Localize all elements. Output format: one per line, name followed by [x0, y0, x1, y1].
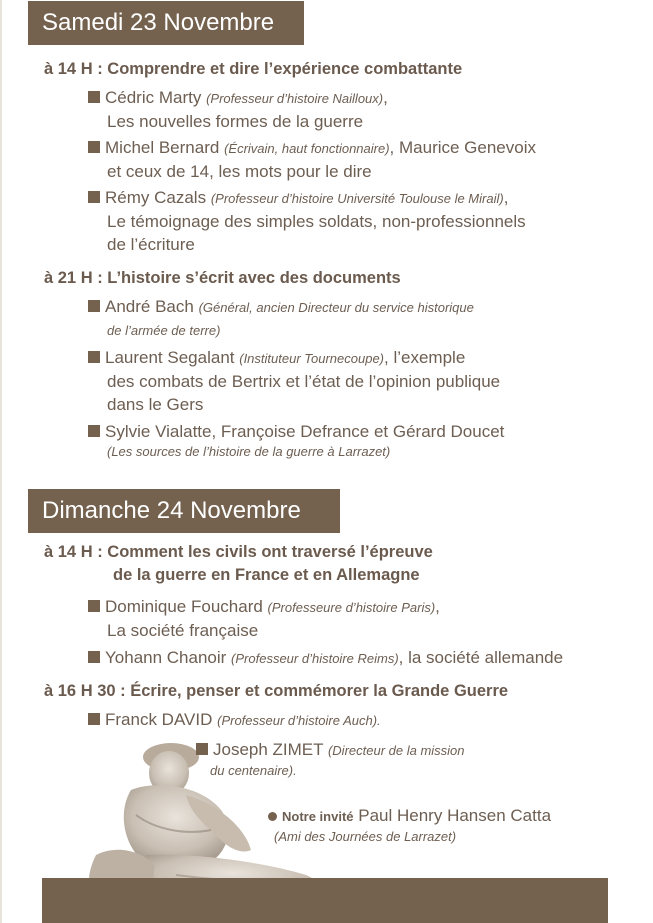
speaker-entry [88, 346, 500, 416]
speaker-name: Sylvie Vialatte, Françoise Defrance et Gérard Doucet [105, 422, 505, 441]
speaker-topic-line: dans le Gers [107, 395, 204, 414]
session-heading-line: de la guerre en France et en Allemagne [113, 566, 420, 584]
square-bullet-icon [88, 651, 100, 663]
speaker-entry [88, 86, 388, 133]
guest-label: Notre invité [282, 809, 354, 824]
speaker-entry [88, 136, 536, 183]
speaker-name: Laurent Segalant [105, 348, 235, 367]
speaker-topic: , la société allemande [398, 648, 564, 667]
speaker-topic-line: Le témoignage des simples soldats, non-professionnels [107, 212, 526, 231]
session-heading: à 16 H 30 : Écrire, penser et commémorer la Grande Guerre [44, 682, 509, 700]
speaker-entry [88, 186, 526, 256]
speaker-topic-line: des combats de Bertrix et l’état de l’opinion publique [107, 372, 501, 391]
speaker-name: Dominique Fouchard [105, 597, 263, 616]
speaker-role: (Général, ancien Directeur du service historique [198, 300, 474, 315]
square-bullet-icon [88, 191, 100, 203]
sunday-header [28, 489, 340, 533]
speaker-name: Joseph ZIMET [213, 740, 324, 759]
speaker-name: Yohann Chanoir [105, 648, 227, 667]
speaker-topic: , Maurice Genevoix [389, 138, 536, 157]
guest-entry [268, 804, 551, 846]
session-heading: à 14 H : Comment les civils ont traversé l’épreuve [44, 543, 433, 561]
speaker-role: (Professeur d’histoire Nailloux) [206, 91, 384, 106]
speaker-name: Cédric Marty [105, 88, 202, 107]
speaker-topic-line: Les nouvelles formes de la guerre [107, 112, 364, 131]
speaker-name: Michel Bernard [105, 138, 220, 157]
speaker-entry [88, 646, 563, 670]
guest-role: (Ami des Journées de Larrazet) [274, 829, 457, 844]
square-bullet-icon [196, 743, 208, 755]
saturday-title: Samedi 23 Novembre [42, 9, 275, 36]
speaker-role: (Professeur d’histoire Reims) [231, 651, 399, 666]
speaker-role: (Instituteur Tournecoupe) [239, 351, 385, 366]
speaker-entry [88, 595, 440, 642]
speaker-role: (Écrivain, haut fonctionnaire) [224, 141, 390, 156]
speaker-entry [88, 420, 504, 460]
square-bullet-icon [88, 351, 100, 363]
speaker-role: (Directeur de la mission [327, 743, 465, 758]
page-edge [0, 0, 2, 923]
square-bullet-icon [88, 91, 100, 103]
footer-bar [42, 878, 608, 923]
speaker-role-line: de l’armée de terre) [107, 323, 221, 338]
round-bullet-icon [268, 812, 277, 821]
square-bullet-icon [88, 300, 100, 312]
speaker-topic-line: La société française [107, 621, 259, 640]
speaker-topic: , l’exemple [384, 348, 466, 367]
session-heading: à 14 H : Comprendre et dire l’expérience combattante [44, 60, 463, 78]
speaker-topic: , [383, 88, 388, 107]
square-bullet-icon [88, 713, 100, 725]
speaker-entry [196, 738, 465, 780]
speaker-entry [88, 295, 474, 342]
session-heading: à 21 H : L’histoire s’écrit avec des documents [44, 269, 401, 287]
square-bullet-icon [88, 600, 100, 612]
sunday-title: Dimanche 24 Novembre [42, 497, 301, 524]
speaker-role-line: (Les sources de l’histoire de la guerre à Larrazet) [107, 444, 391, 459]
speaker-topic: , [503, 188, 509, 207]
speaker-name: Rémy Cazals [105, 188, 207, 207]
guest-name: Paul Henry Hansen Catta [358, 806, 552, 825]
square-bullet-icon [88, 425, 100, 437]
speaker-name: Franck DAVID [105, 710, 213, 729]
speaker-role: (Professeur d’histoire Université Toulouse le Mirail) [210, 191, 504, 206]
speaker-name: André Bach [105, 297, 194, 316]
speaker-topic-line: et ceux de 14, les mots pour le dire [107, 162, 372, 181]
saturday-header [28, 1, 304, 45]
speaker-topic: , [435, 597, 440, 616]
speaker-role-line: du centenaire). [210, 763, 297, 778]
square-bullet-icon [88, 141, 100, 153]
speaker-entry [88, 708, 381, 732]
speaker-role: (Professeur d’histoire Auch). [217, 713, 381, 728]
speaker-topic-line: de l’écriture [107, 235, 195, 254]
speaker-role: (Professeure d’histoire Paris) [267, 600, 436, 615]
